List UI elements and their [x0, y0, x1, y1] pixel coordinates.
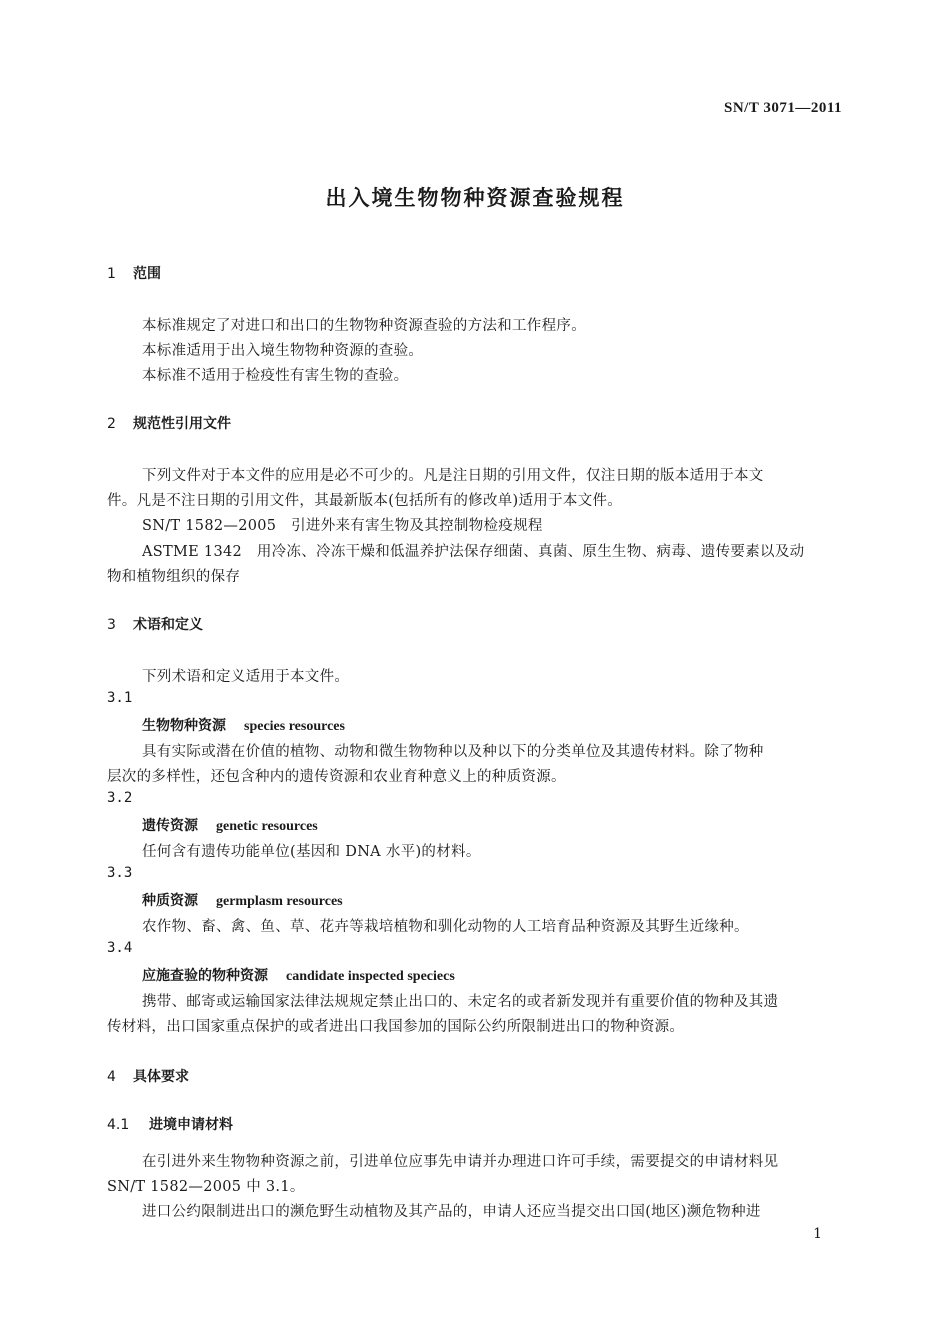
term-zh: 种质资源: [142, 893, 198, 909]
paragraph-continuation: SN/T 1582—2005 中 3.1。: [107, 1179, 305, 1195]
paragraph: 进口公约限制进出口的濒危野生动植物及其产品的，申请人还应当提交出口国(地区)濒危物种进: [142, 1204, 761, 1220]
term-definition: 任何含有遗传功能单位(基因和 DNA 水平)的材料。: [142, 844, 481, 860]
document-title: 出入境生物物种资源查验规程: [325, 186, 625, 210]
term-heading: [142, 965, 455, 985]
section-2-heading: [107, 413, 231, 433]
section-4-heading: [107, 1066, 189, 1086]
term-number: 3.4: [107, 940, 133, 956]
section-1-heading: [107, 263, 161, 283]
term-number: 3.1: [107, 690, 133, 706]
normative-reference: SN/T 1582—2005 引进外来有害生物及其控制物检疫规程: [142, 518, 543, 534]
term-zh: 生物物种资源: [142, 718, 226, 734]
section-title: 具体要求: [133, 1069, 189, 1085]
normative-reference: ASTME 1342 用冷冻、冷冻干燥和低温养护法保存细菌、真菌、原生生物、病毒、遗传要素以及动: [142, 544, 805, 560]
term-zh: 遗传资源: [142, 818, 198, 834]
paragraph-continuation: 件。凡是不注日期的引用文件，其最新版本(包括所有的修改单)适用于本文件。: [107, 493, 623, 509]
section-title: 范围: [133, 266, 161, 282]
term-number: 3.3: [107, 865, 133, 881]
section-number: 4.1: [107, 1117, 130, 1133]
term-en: species resources: [244, 719, 345, 734]
section-title: 规范性引用文件: [133, 416, 231, 432]
paragraph-continuation: 物和植物组织的保存: [107, 569, 241, 585]
paragraph-continuation: 层次的多样性，还包含种内的遗传资源和农业育种意义上的种质资源。: [107, 769, 566, 785]
page-number: 1: [813, 1226, 822, 1242]
term-definition: 具有实际或潜在价值的植物、动物和微生物物种以及种以下的分类单位及其遗传材料。除了物种: [142, 744, 764, 760]
section-3-heading: [107, 614, 203, 634]
term-en: genetic resources: [216, 819, 318, 834]
term-en: candidate inspected speciecs: [286, 969, 455, 984]
term-number: 3.2: [107, 790, 133, 806]
term-definition: 农作物、畜、禽、鱼、草、花卉等栽培植物和驯化动物的人工培育品种资源及其野生近缘种。: [142, 919, 749, 935]
paragraph: 本标准规定了对进口和出口的生物物种资源查验的方法和工作程序。: [142, 318, 586, 334]
paragraph: 下列文件对于本文件的应用是必不可少的。凡是注日期的引用文件，仅注日期的版本适用于本文: [142, 468, 764, 484]
section-title: 术语和定义: [133, 617, 203, 633]
paragraph: 在引进外来生物物种资源之前，引进单位应事先申请并办理进口许可手续，需要提交的申请材料见: [142, 1154, 779, 1170]
term-heading: [142, 815, 318, 835]
subsection-4-1-heading: [107, 1114, 233, 1134]
section-number: 1: [107, 266, 116, 282]
term-en: germplasm resources: [216, 894, 343, 909]
term-heading: [142, 715, 345, 735]
section-number: 3: [107, 617, 116, 633]
term-definition: 携带、邮寄或运输国家法律法规规定禁止出口的、未定名的或者新发现并有重要价值的物种及其遗: [142, 994, 779, 1010]
paragraph-continuation: 传材料，出口国家重点保护的或者进出口我国参加的国际公约所限制进出口的物种资源。: [107, 1019, 685, 1035]
paragraph: 下列术语和定义适用于本文件。: [142, 669, 350, 685]
term-zh: 应施查验的物种资源: [142, 968, 268, 984]
term-heading: [142, 890, 343, 910]
section-number: 4: [107, 1069, 116, 1085]
standard-code: SN/T 3071—2011: [724, 100, 842, 116]
paragraph: 本标准适用于出入境生物物种资源的查验。: [142, 343, 424, 359]
section-number: 2: [107, 416, 116, 432]
section-title: 进境申请材料: [149, 1117, 233, 1133]
paragraph: 本标准不适用于检疫性有害生物的查验。: [142, 368, 409, 384]
